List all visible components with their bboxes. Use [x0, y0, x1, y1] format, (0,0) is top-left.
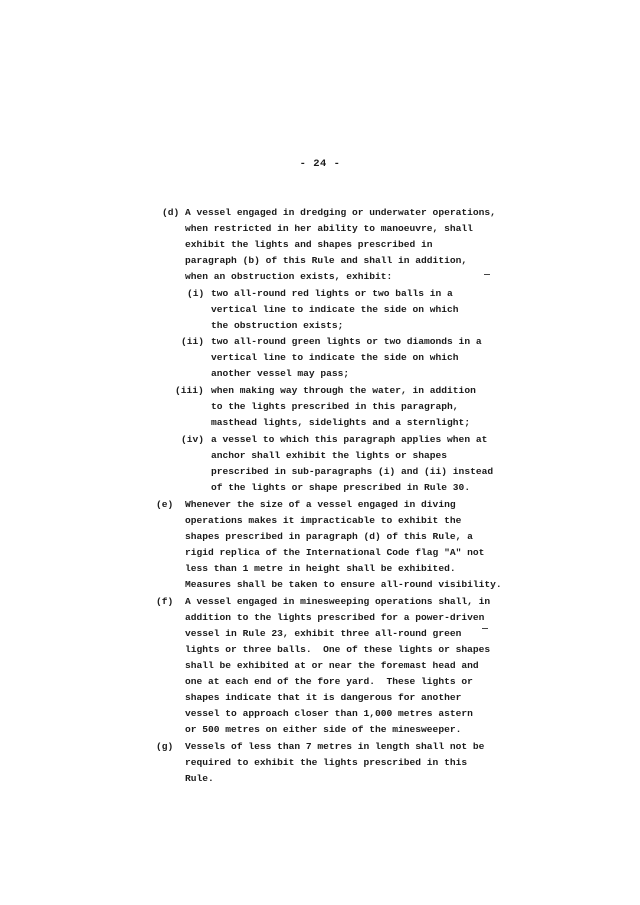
para-e-line: operations makes it impracticable to exhibit the	[185, 515, 462, 526]
para-f-line: A vessel engaged in minesweeping operations shall, in	[185, 596, 491, 607]
item-i-line: vertical line to indicate the side on which	[211, 304, 459, 315]
item-ii-line: another vessel may pass;	[211, 368, 350, 379]
para-g-line: Rule.	[185, 773, 214, 784]
para-g-label: (g)	[156, 741, 174, 752]
item-ii-line: vertical line to indicate the side on which	[211, 352, 459, 363]
page-number: - 24 -	[299, 158, 341, 170]
para-e-line: rigid replica of the International Code flag "A" not	[185, 547, 485, 558]
para-e-line: shapes prescribed in paragraph (d) of this Rule, a	[185, 531, 473, 542]
para-d-line: A vessel engaged in dredging or underwater operations,	[185, 207, 496, 218]
para-e-label: (e)	[156, 499, 174, 510]
para-d-line: when restricted in her ability to manoeuvre, shall	[185, 223, 473, 234]
item-iv-line: prescribed in sub-paragraphs (i) and (ii) instead	[211, 466, 494, 477]
para-f-line: shapes indicate that it is dangerous for another	[185, 692, 462, 703]
item-iv-line: of the lights or shape prescribed in Rule 30.	[211, 482, 471, 493]
item-i-label: (i)	[187, 288, 205, 299]
para-d-line: paragraph (b) of this Rule and shall in addition,	[185, 255, 468, 266]
para-f-line: one at each end of the fore yard. These lights or	[185, 676, 473, 687]
item-iii-line: when making way through the water, in addition	[211, 385, 476, 396]
para-d-line: when an obstruction exists, exhibit:	[185, 271, 393, 282]
item-iv-line: a vessel to which this paragraph applies when at	[211, 434, 488, 445]
para-f-line: lights or three balls. One of these lights or shapes	[185, 644, 491, 655]
para-e-line: less than 1 metre in height shall be exhibited.	[185, 563, 456, 574]
item-iii-label: (iii)	[175, 385, 204, 396]
item-ii-line: two all-round green lights or two diamonds in a	[211, 336, 482, 347]
margin-mark	[482, 628, 488, 629]
item-ii-label: (ii)	[181, 336, 205, 347]
margin-mark	[484, 274, 490, 275]
item-i-line: the obstruction exists;	[211, 320, 344, 331]
para-f-line: or 500 metres on either side of the minesweeper.	[185, 724, 462, 735]
item-iii-line: to the lights prescribed in this paragraph,	[211, 401, 459, 412]
para-f-line: addition to the lights prescribed for a power-driven	[185, 612, 485, 623]
para-g-line: Vessels of less than 7 metres in length shall not be	[185, 741, 485, 752]
para-f-line: vessel in Rule 23, exhibit three all-round green	[185, 628, 462, 639]
item-iv-line: anchor shall exhibit the lights or shapes	[211, 450, 448, 461]
para-f-line: shall be exhibited at or near the foremast head and	[185, 660, 479, 671]
item-i-line: two all-round red lights or two balls in a	[211, 288, 453, 299]
para-e-line: Whenever the size of a vessel engaged in diving	[185, 499, 456, 510]
item-iv-label: (iv)	[181, 434, 205, 445]
para-g-line: required to exhibit the lights prescribed in this	[185, 757, 468, 768]
para-f-label: (f)	[156, 596, 174, 607]
para-d-label: (d)	[162, 207, 180, 218]
item-iii-line: masthead lights, sidelights and a sternlight;	[211, 417, 471, 428]
para-d-line: exhibit the lights and shapes prescribed in	[185, 239, 433, 250]
para-e-line: Measures shall be taken to ensure all-round visibility.	[185, 579, 502, 590]
para-f-line: vessel to approach closer than 1,000 metres astern	[185, 708, 473, 719]
